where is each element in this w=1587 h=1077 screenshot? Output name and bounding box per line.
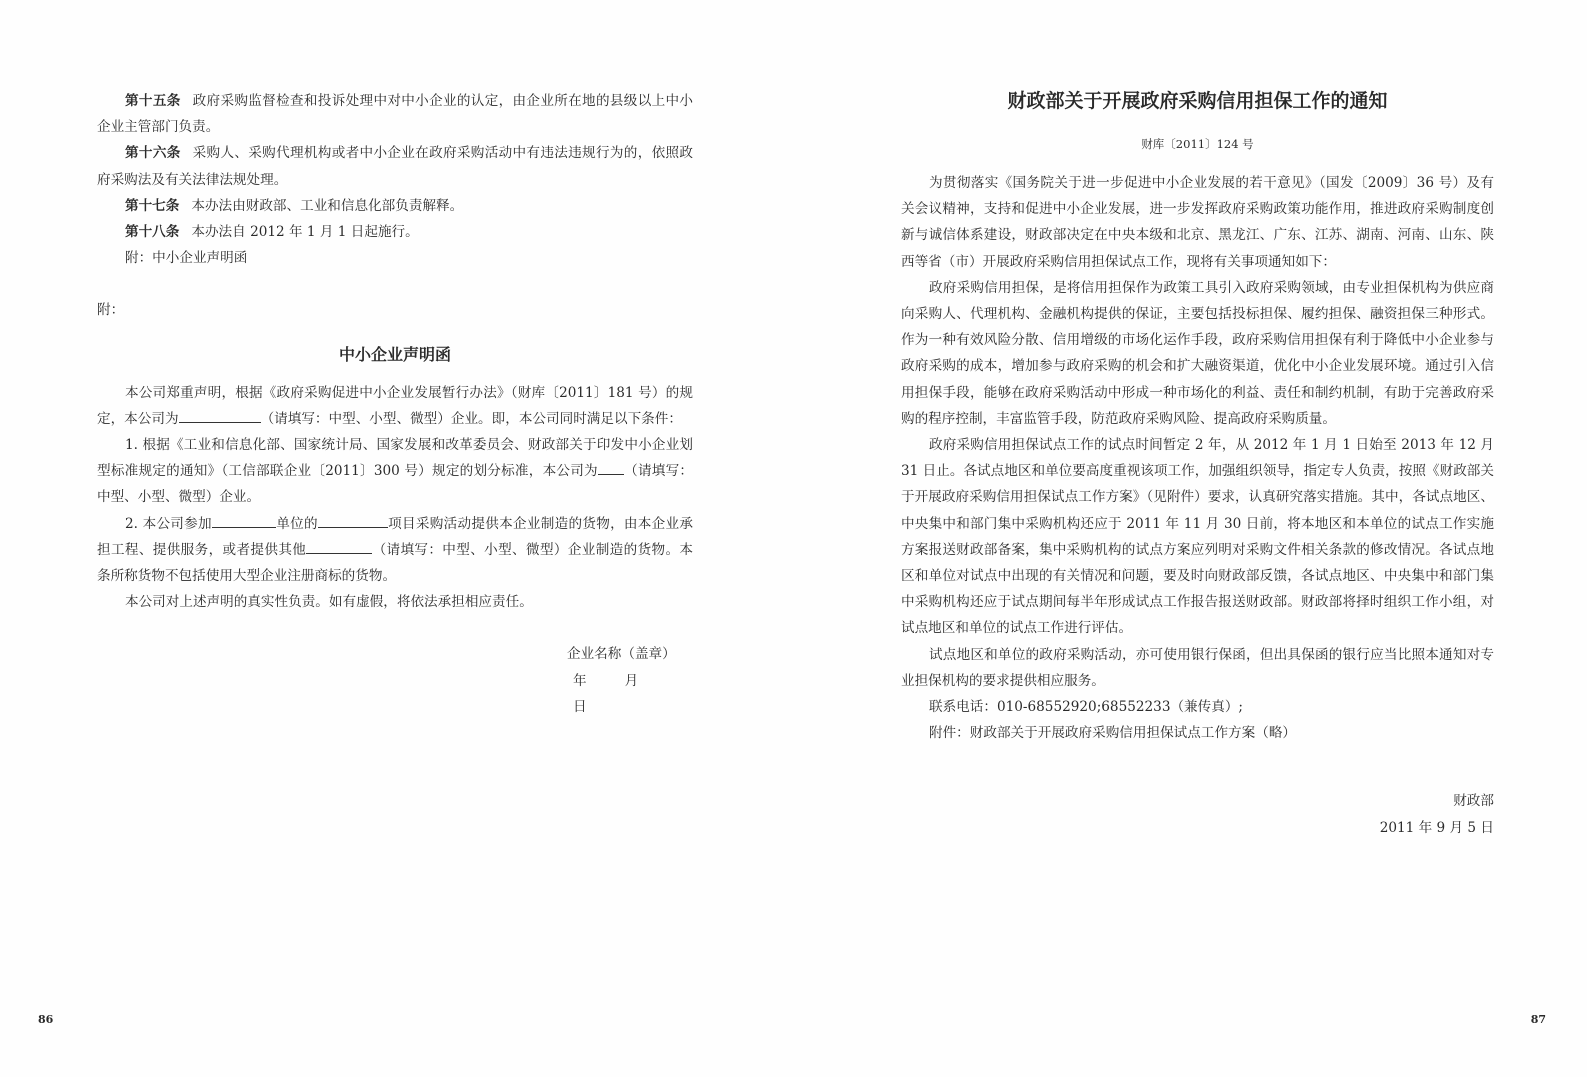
declaration-text: （请填写：中型、小型、微型）企业制造的货物。本条所称货物不包括使用大型企业注册商标的货物。 [97, 541, 694, 585]
signature-company: 企业名称（盖章） [567, 646, 676, 663]
declaration-text: 项目采购活动提供本企业制造的货物，由本企业承担工程、提供服务，或者提供其他 [97, 515, 694, 558]
left-page [0, 0, 793, 1077]
article-15 [97, 88, 693, 140]
article-text: 本办法由财政部、工业和信息化部负责解释。 [191, 197, 464, 214]
appendix-label: 附： [97, 302, 125, 319]
issuer-name: 财政部 [1453, 793, 1494, 810]
notice-paragraph-3: 政府采购信用担保试点工作的试点时间暂定 2 年，从 2012 年 1 月 1 日始至 2013 年 12 月 31 日止。各试点地区和单位要高度重视该项工作，加强组织领导，指定专人负责，按照《财政部关于开展政府采购信用担保试点工作方案》（见附件）要求，认真研究落实措施。其中，各试点地区、中央集中和部门集中采购机构还应于 2011 年 11 月 30 日前，将本地区和本单位的试点工作实施方案报送财政部备案，集中采购机构的试点方案应列明对采购文件相关条款的修改情况。各试点地区和单位对试点中出现的有关情况和问题，要及时向财政部反馈，各试点地区、中央集中和部门集中采购机构还应于试点期间每半年形成试点工作报告报送财政部。财政部将择时组织工作小组，对试点地区和单位的试点工作进行评估。 [901, 437, 1494, 637]
issue-date: 2011 年 9 月 5 日 [1379, 819, 1494, 836]
declaration-text: 2. 本公司参加 [125, 515, 212, 532]
date-day: 日 [573, 698, 587, 715]
article-text: 政府采购监督检查和投诉处理中对中小企业的认定，由企业所在地的县级以上中小企业主管部门负责。 [97, 93, 694, 136]
notice-paragraph-2: 政府采购信用担保，是将信用担保作为政策工具引入政府采购领域，由专业担保机构为供应商向采购人、代理机构、金融机构提供的保证，主要包括投标担保、履约担保、融资担保三种形式。作为一种有效风险分散、信用增级的市场化运作手段，政府采购信用担保有利于降低中小企业参与政府采购的成本，增加参与政府采购的机会和扩大融资渠道，优化中小企业发展环境。通过引入信用担保手段，能够在政府采购活动中形成一种市场化的利益、责任和制约机制，有助于完善政府采购的程序控制，丰富监管手段，防范政府采购风险、提高政府采购质量。 [901, 279, 1494, 427]
fill-blank [212, 513, 276, 528]
page-number: 87 [1530, 1013, 1546, 1026]
article-17 [97, 193, 693, 219]
issuer-block [901, 788, 1494, 840]
page-number: 86 [38, 1013, 54, 1026]
declaration-paragraph-4: 本公司对上述声明的真实性负责。如有虚假，将依法承担相应责任。 [125, 594, 533, 611]
article-number: 第十五条 [125, 93, 181, 109]
article-18 [97, 219, 693, 245]
right-page [794, 0, 1587, 1077]
right-column [901, 88, 1494, 841]
notice-title: 财政部关于开展政府采购信用担保工作的通知 [1007, 90, 1388, 112]
signature-block [567, 641, 693, 720]
declaration-text: 单位的 [275, 515, 318, 532]
document-number: 财库〔2011〕124 号 [1141, 137, 1254, 151]
article-number: 第十六条 [125, 145, 181, 162]
declaration-text: 1. 根据《工业和信息化部、国家统计局、国家发展和改革委员会、财政部关于印发中小企业划型标准规定的通知》（工信部联企业〔2011〕300 号）规定的划分标准，本公司为 [97, 437, 693, 480]
article-16 [97, 140, 693, 192]
declaration-paragraph-2 [97, 432, 693, 511]
article-text: 采购人、采购代理机构或者中小企业在政府采购活动中有违法违规行为的，依照政府采购法及有关法律法规处理。 [97, 145, 694, 188]
notice-paragraph-1: 为贯彻落实《国务院关于进一步促进中小企业发展的若干意见》（国发〔2009〕36 号）及有关会议精神，支持和促进中小企业发展，进一步发挥政府采购政策功能作用，推进政府采购制度创新与诚信体系建设，财政部决定在中央本级和北京、黑龙江、广东、江苏、湖南、河南、山东、陕西等省（市）开展政府采购信用担保试点工作，现将有关事项通知如下： [901, 175, 1494, 270]
fill-blank [598, 460, 624, 475]
contact-phone: 联系电话：010-68552920;68552233（兼传真）; [929, 699, 1244, 716]
declaration-text: （请填写：中型、小型、微型）企业。 [97, 463, 694, 506]
left-column [97, 88, 693, 720]
declaration-title: 中小企业声明函 [338, 344, 451, 364]
declaration-paragraph-3 [97, 511, 693, 590]
declaration-text: 本公司郑重声明，根据《政府采购促进中小企业发展暂行办法》（财库〔2011〕181 号）的规定，本公司为 [97, 384, 693, 427]
attachment-note: 附：中小企业声明函 [125, 250, 248, 267]
article-text: 本办法自 2012 年 1 月 1 日起施行。 [191, 224, 419, 241]
date-month: 月 [624, 672, 639, 689]
signature-date [567, 668, 693, 720]
notice-paragraph-4: 试点地区和单位的政府采购活动，亦可使用银行保函，但出具保函的银行应当比照本通知对专业担保机构的要求提供相应服务。 [901, 646, 1494, 689]
date-year: 年 [573, 672, 587, 689]
fill-blank [306, 539, 372, 554]
fill-blank [179, 408, 261, 423]
attachment-line: 附件：财政部关于开展政府采购信用担保试点工作方案（略） [929, 725, 1297, 742]
article-number: 第十七条 [125, 197, 180, 214]
declaration-text: （请填写：中型、小型、微型）企业。即，本公司同时满足以下条件： [260, 410, 682, 427]
declaration-paragraph-1 [97, 380, 693, 432]
fill-blank [318, 513, 388, 528]
article-number: 第十八条 [125, 224, 180, 241]
